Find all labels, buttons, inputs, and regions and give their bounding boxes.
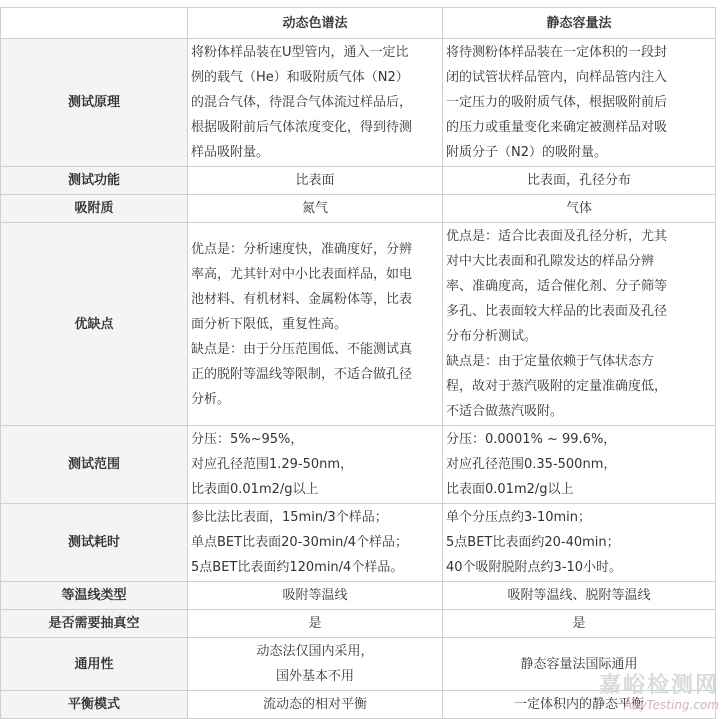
row-label: 是否需要抽真空	[1, 610, 188, 638]
cell-line: 对应孔径范围1.29-50nm，	[191, 457, 354, 472]
cell-line: 优点是：分析速度快，准确度好，分辨	[191, 241, 413, 257]
dynamic-cell	[188, 195, 443, 223]
table-row	[1, 638, 716, 691]
dynamic-cell	[188, 582, 443, 610]
row-label: 测试原理	[1, 39, 188, 167]
row-label: 平衡模式	[1, 691, 188, 719]
table-row	[1, 167, 716, 195]
cell-line: 单个分压点约3-10min；	[446, 510, 592, 525]
cell-line: 分布分析测试。	[446, 329, 538, 344]
table-row	[1, 39, 716, 167]
comparison-table	[0, 7, 716, 719]
static-cell	[443, 582, 716, 610]
cell-line: 率、准确度高，适合催化剂、分子筛等	[446, 279, 668, 294]
cell-line: 池材料、有机材料、金属粉体等，比表	[191, 291, 413, 307]
cell-line: 不适合做蒸汽吸附。	[446, 404, 564, 419]
static-cell	[443, 39, 716, 167]
cell-line: 程，故对于蒸汽吸附的定量准确度低，	[446, 379, 668, 394]
cell-line: 根据吸附前后气体浓度变化，得到待测	[191, 120, 413, 135]
cell-line: 对应孔径范围0.35-500nm，	[446, 457, 617, 472]
cell-line: 面分析下限低，重复性高。	[191, 316, 348, 332]
cell-line: 的压力或重量变化来确定被测样品对吸	[446, 120, 668, 135]
row-label: 测试范围	[1, 426, 188, 504]
dynamic-cell	[188, 638, 443, 691]
cell-line: 分析。	[191, 391, 231, 407]
cell-line: 气体	[565, 201, 592, 216]
cell-line: 闭的试管状样品管内，向样品管内注入	[446, 70, 668, 85]
static-cell	[443, 638, 716, 691]
cell-line: 一定体积内的静态平衡	[513, 697, 644, 712]
table-row	[1, 223, 716, 426]
watermark-url: AnyTesting.com	[623, 698, 719, 712]
row-label: 优缺点	[1, 223, 188, 426]
table-row	[1, 426, 716, 504]
row-label: 等温线类型	[1, 582, 188, 610]
dynamic-cell	[188, 39, 443, 167]
cell-line: 5点BET比表面约120min/4个样品。	[191, 560, 404, 575]
header-row	[1, 8, 716, 39]
cell-line: 吸附等温线	[282, 588, 348, 603]
cell-line: 参比法比表面，15min/3个样品；	[191, 510, 388, 525]
cell-line: 样品吸附量。	[191, 145, 270, 160]
row-label: 测试耗时	[1, 504, 188, 582]
dynamic-cell	[188, 610, 443, 638]
static-cell	[443, 504, 716, 582]
static-cell	[443, 426, 716, 504]
cell-line: 率高，尤其针对中小比表面样品，如电	[191, 266, 413, 282]
table-row	[1, 195, 716, 223]
cell-line: 流动态的相对平衡	[262, 697, 367, 712]
table-row	[1, 504, 716, 582]
cell-line: 例的载气（He）和吸附质气体（N2）	[191, 70, 409, 85]
cell-line: 将待测粉体样品装在一定体积的一段封	[446, 45, 668, 60]
cell-line: 比表面	[295, 173, 335, 188]
cell-line: 单点BET比表面20-30min/4个样品；	[191, 535, 409, 550]
header-static-method: 静态容量法	[443, 8, 716, 39]
dynamic-cell	[188, 426, 443, 504]
cell-line: 对中大比表面和孔隙发达的样品分辨	[446, 254, 655, 269]
cell-line: 比表面，孔径分布	[526, 173, 631, 188]
cell-line: 将粉体样品装在U型管内，通入一定比	[191, 45, 409, 60]
cell-line: 分压：5%~95%，	[191, 432, 304, 447]
static-cell	[443, 167, 716, 195]
cell-line: 40个吸附脱附点约3-10小时。	[446, 560, 623, 575]
table-row	[1, 610, 716, 638]
cell-line: 5点BET比表面约20-40min；	[446, 535, 620, 550]
cell-line: 动态法仅国内采用，	[256, 644, 374, 659]
table-row	[1, 691, 716, 719]
row-label: 通用性	[1, 638, 188, 691]
cell-line: 多孔、比表面较大样品的比表面及孔径	[446, 304, 668, 319]
cell-line: 附质分子（N2）的吸附量。	[446, 145, 607, 160]
cell-line: 分压：0.0001% ~ 99.6%，	[446, 432, 617, 447]
cell-line: 优点是：适合比表面及孔径分析，尤其	[446, 229, 668, 244]
dynamic-cell	[188, 223, 443, 426]
dynamic-cell	[188, 167, 443, 195]
cell-line: 静态容量法国际通用	[520, 656, 638, 672]
cell-line: 正的脱附等温线等限制，不适合做孔径	[191, 366, 413, 382]
cell-line: 是	[308, 616, 322, 631]
table-row	[1, 582, 716, 610]
cell-line: 是	[572, 616, 586, 631]
cell-line: 缺点是：由于分压范围低、不能测试真	[191, 341, 413, 357]
row-label: 吸附质	[1, 195, 188, 223]
dynamic-cell	[188, 504, 443, 582]
cell-line: 国外基本不用	[275, 669, 354, 684]
watermark-title: 嘉峪检测网	[598, 673, 719, 698]
cell-line: 比表面0.01m2/g以上	[191, 482, 319, 497]
static-cell	[443, 691, 716, 719]
header-corner	[1, 8, 188, 39]
static-cell	[443, 223, 716, 426]
cell-line: 氮气	[301, 201, 328, 216]
cell-line: 一定压力的吸附质气体，根据吸附前后	[446, 95, 668, 110]
cell-line: 吸附等温线、脱附等温线	[507, 588, 651, 603]
cell-line: 比表面0.01m2/g以上	[446, 482, 574, 497]
row-label: 测试功能	[1, 167, 188, 195]
header-dynamic-method: 动态色谱法	[188, 8, 443, 39]
static-cell	[443, 610, 716, 638]
static-cell	[443, 195, 716, 223]
cell-line: 的混合气体，待混合气体流过样品后，	[191, 95, 413, 110]
cell-line: 缺点是：由于定量依赖于气体状态方	[446, 354, 655, 369]
dynamic-cell	[188, 691, 443, 719]
